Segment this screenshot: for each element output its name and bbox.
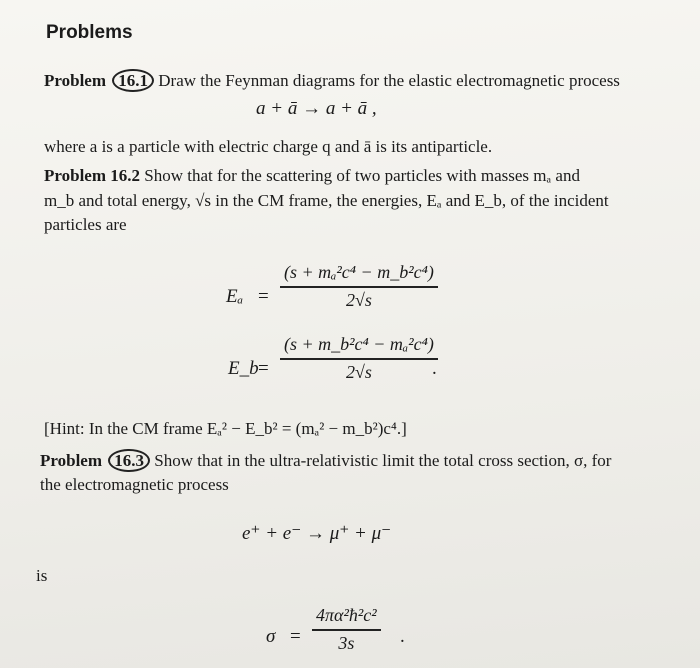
eb-period: . (432, 358, 437, 379)
problem-16-2-label: Problem 16.2 (44, 166, 141, 185)
ea-fraction (280, 262, 438, 311)
ea-denominator: 2√s (345, 289, 372, 310)
problem-16-3-line-2: the electromagnetic process (40, 475, 229, 494)
sigma-lhs: σ (266, 626, 276, 647)
problem-16-2-hint: [Hint: In the CM frame Eₐ² − E_b² = (mₐ² − m_b²)c⁴.] (44, 419, 407, 438)
problem-16-3-number-circled: 16.3 (108, 449, 150, 472)
sigma-period: . (400, 626, 405, 647)
problem-16-3-line-1 (40, 450, 611, 472)
eb-equals: = (258, 358, 269, 379)
ea-equals: = (258, 286, 269, 307)
eb-lhs: E_b (228, 358, 259, 379)
problem-16-3-equation: e⁺ + e⁻ → μ⁺ + μ⁻ (242, 523, 392, 544)
problem-16-1-number-circled: 16.1 (112, 69, 154, 92)
problem-16-3-label: Problem (40, 451, 103, 470)
problem-16-3-text-1: Show that in the ultra-relativistic limit the total cross section, σ, for (154, 451, 612, 470)
problem-16-2-text-1: Show that for the scattering of two particles with masses mₐ and (144, 166, 580, 185)
sigma-fraction (312, 605, 381, 654)
eb-numerator: (s + m_b²c⁴ − mₐ²c⁴) (284, 334, 434, 354)
sigma-numerator: 4πα²ħ²c² (316, 605, 377, 625)
problem-16-1-label: Problem (44, 71, 107, 90)
section-heading: Problems (46, 22, 133, 43)
ea-numerator: (s + mₐ²c⁴ − m_b²c⁴) (284, 262, 434, 282)
ea-lhs: Eₐ (226, 286, 244, 307)
eb-fraction (280, 334, 438, 383)
problem-16-1-text: Draw the Feynman diagrams for the elastic electromagnetic process (158, 71, 620, 90)
problem-16-1-statement (44, 70, 620, 92)
eb-denominator: 2√s (345, 361, 372, 382)
problem-16-2-line-1 (44, 165, 580, 187)
problem-16-2-line-3: particles are (44, 215, 127, 234)
problem-16-1-equation: a + ā → a + ā , (256, 98, 377, 119)
problem-16-3-is: is (36, 566, 48, 585)
problem-16-2-line-2: m_b and total energy, √s in the CM frame, the energies, Eₐ and E_b, of the incident (44, 191, 609, 210)
sigma-equals: = (290, 626, 301, 647)
problem-16-1-note: where a is a particle with electric charge q and ā is its antiparticle. (44, 137, 493, 156)
sigma-denominator: 3s (338, 632, 355, 653)
